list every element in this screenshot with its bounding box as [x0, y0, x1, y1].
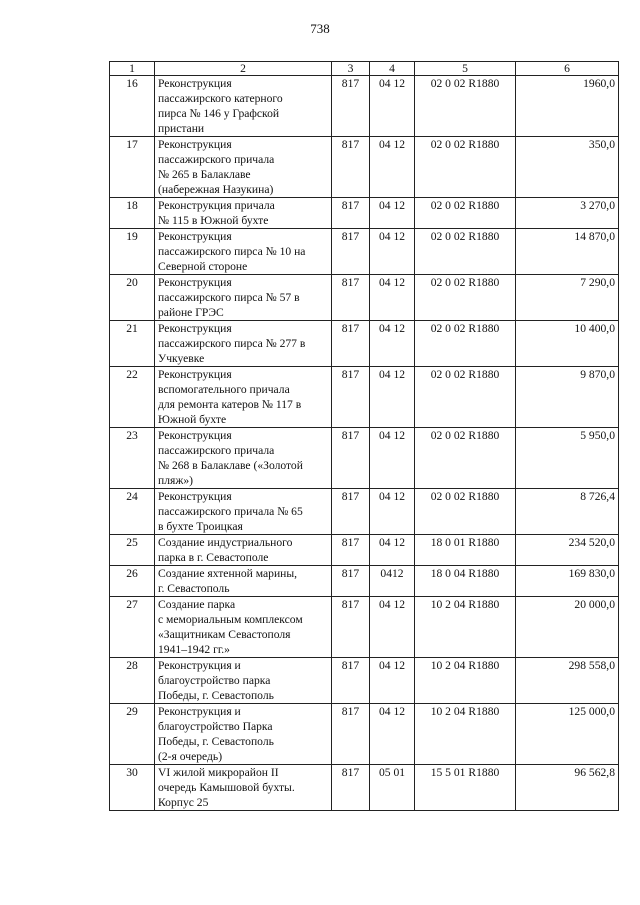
target-article-code: 10 2 04 R1880: [415, 658, 516, 704]
item-name-line: пирса № 146 у Графской: [158, 107, 280, 120]
item-name-line: Реконструкция: [158, 230, 232, 243]
amount: 14 870,0: [516, 229, 619, 275]
item-name-line: 1941–1942 гг.»: [158, 643, 230, 656]
target-article-code: 15 5 01 R1880: [415, 765, 516, 811]
grbs-code: 817: [332, 367, 370, 428]
target-article-code: 18 0 04 R1880: [415, 566, 516, 597]
section-code: 04 12: [370, 658, 415, 704]
item-name-line: г. Севастополь: [158, 582, 230, 595]
section-code: 04 12: [370, 275, 415, 321]
row-number: 24: [110, 489, 155, 535]
column-header: 1: [110, 62, 155, 76]
section-code: 05 01: [370, 765, 415, 811]
row-number: 23: [110, 428, 155, 489]
item-name-line: парка в г. Севастополе: [158, 551, 269, 564]
grbs-code: 817: [332, 198, 370, 229]
item-name-line: (набережная Назукина): [158, 183, 274, 196]
item-name: [155, 229, 332, 275]
amount: 298 558,0: [516, 658, 619, 704]
section-code: 04 12: [370, 76, 415, 137]
item-name-line: № 265 в Балаклаве: [158, 168, 251, 181]
target-article-code: 02 0 02 R1880: [415, 275, 516, 321]
amount: 169 830,0: [516, 566, 619, 597]
item-name: [155, 367, 332, 428]
section-code: 04 12: [370, 597, 415, 658]
target-article-code: 02 0 02 R1880: [415, 229, 516, 275]
grbs-code: 817: [332, 275, 370, 321]
row-number: 29: [110, 704, 155, 765]
row-number: 20: [110, 275, 155, 321]
table-body: [110, 76, 619, 811]
item-name-line: Создание яхтенной марины,: [158, 567, 298, 580]
table-row: [110, 229, 619, 275]
item-name: [155, 76, 332, 137]
item-name: [155, 597, 332, 658]
table-row: [110, 765, 619, 811]
section-code: 04 12: [370, 321, 415, 367]
amount: 10 400,0: [516, 321, 619, 367]
table-row: [110, 137, 619, 198]
item-name-line: Реконструкция: [158, 429, 232, 442]
item-name-line: пассажирского пирса № 57 в: [158, 291, 300, 304]
column-header: 4: [370, 62, 415, 76]
item-name-line: Реконструкция: [158, 77, 232, 90]
section-code: 04 12: [370, 367, 415, 428]
item-name-line: Реконструкция и: [158, 659, 241, 672]
grbs-code: 817: [332, 229, 370, 275]
table-row: [110, 658, 619, 704]
item-name-line: Реконструкция: [158, 490, 232, 503]
target-article-code: 10 2 04 R1880: [415, 704, 516, 765]
item-name: [155, 198, 332, 229]
item-name-line: пассажирского катерного: [158, 92, 283, 105]
item-name-line: Северной стороне: [158, 260, 248, 273]
item-name-line: Победы, г. Севастополь: [158, 689, 274, 702]
item-name-line: Победы, г. Севастополь: [158, 735, 274, 748]
table-row: [110, 428, 619, 489]
section-code: 04 12: [370, 229, 415, 275]
grbs-code: 817: [332, 597, 370, 658]
row-number: 21: [110, 321, 155, 367]
item-name-line: очередь Камышовой бухты.: [158, 781, 295, 794]
item-name: [155, 765, 332, 811]
item-name-line: № 115 в Южной бухте: [158, 214, 269, 227]
item-name-line: Реконструкция: [158, 276, 232, 289]
table-row: [110, 535, 619, 566]
item-name-line: пассажирского причала: [158, 153, 275, 166]
item-name: [155, 428, 332, 489]
item-name: [155, 137, 332, 198]
grbs-code: 817: [332, 704, 370, 765]
amount: 3 270,0: [516, 198, 619, 229]
row-number: 16: [110, 76, 155, 137]
row-number: 18: [110, 198, 155, 229]
table-row: [110, 704, 619, 765]
grbs-code: 817: [332, 535, 370, 566]
grbs-code: 817: [332, 489, 370, 535]
table-row: [110, 76, 619, 137]
target-article-code: 02 0 02 R1880: [415, 367, 516, 428]
row-number: 17: [110, 137, 155, 198]
target-article-code: 10 2 04 R1880: [415, 597, 516, 658]
section-code: 04 12: [370, 535, 415, 566]
grbs-code: 817: [332, 137, 370, 198]
amount: 234 520,0: [516, 535, 619, 566]
section-code: 04 12: [370, 489, 415, 535]
item-name: [155, 535, 332, 566]
section-code: 04 12: [370, 137, 415, 198]
target-article-code: 02 0 02 R1880: [415, 198, 516, 229]
item-name-line: Реконструкция: [158, 322, 232, 335]
item-name-line: благоустройство парка: [158, 674, 271, 687]
amount: 1960,0: [516, 76, 619, 137]
item-name-line: пассажирского причала: [158, 444, 275, 457]
table-row: [110, 275, 619, 321]
item-name-line: для ремонта катеров № 117 в: [158, 398, 302, 411]
amount: 125 000,0: [516, 704, 619, 765]
target-article-code: 02 0 02 R1880: [415, 428, 516, 489]
item-name-line: Учкуевке: [158, 352, 205, 365]
table-row: [110, 321, 619, 367]
section-code: 04 12: [370, 704, 415, 765]
item-name: [155, 658, 332, 704]
target-article-code: 02 0 02 R1880: [415, 76, 516, 137]
table-row: [110, 198, 619, 229]
item-name-line: Реконструкция и: [158, 705, 241, 718]
grbs-code: 817: [332, 566, 370, 597]
target-article-code: 02 0 02 R1880: [415, 137, 516, 198]
item-name-line: Реконструкция: [158, 368, 232, 381]
item-name: [155, 704, 332, 765]
table-row: [110, 489, 619, 535]
column-header: 2: [155, 62, 332, 76]
amount: 8 726,4: [516, 489, 619, 535]
item-name-line: «Защитникам Севастополя: [158, 628, 291, 641]
row-number: 25: [110, 535, 155, 566]
item-name-line: пассажирского пирса № 277 в: [158, 337, 306, 350]
item-name-line: пляж»): [158, 474, 193, 487]
section-code: 04 12: [370, 428, 415, 489]
budget-table: [109, 61, 619, 811]
item-name: [155, 566, 332, 597]
row-number: 28: [110, 658, 155, 704]
row-number: 19: [110, 229, 155, 275]
row-number: 27: [110, 597, 155, 658]
target-article-code: 02 0 02 R1880: [415, 321, 516, 367]
item-name-line: пассажирского причала № 65: [158, 505, 303, 518]
item-name-line: (2-я очередь): [158, 750, 223, 763]
column-number-row: [110, 62, 619, 76]
item-name-line: Создание парка: [158, 598, 236, 611]
item-name-line: в бухте Троицкая: [158, 520, 243, 533]
grbs-code: 817: [332, 765, 370, 811]
column-header: 5: [415, 62, 516, 76]
row-number: 30: [110, 765, 155, 811]
row-number: 26: [110, 566, 155, 597]
target-article-code: 18 0 01 R1880: [415, 535, 516, 566]
table-row: [110, 566, 619, 597]
item-name-line: пассажирского пирса № 10 на: [158, 245, 306, 258]
item-name-line: пристани: [158, 122, 205, 135]
item-name-line: районе ГРЭС: [158, 306, 224, 319]
column-header: 3: [332, 62, 370, 76]
amount: 7 290,0: [516, 275, 619, 321]
page-number: 738: [310, 21, 330, 36]
target-article-code: 02 0 02 R1880: [415, 489, 516, 535]
item-name-line: Создание индустриального: [158, 536, 293, 549]
item-name-line: VI жилой микрорайон II: [158, 766, 279, 779]
grbs-code: 817: [332, 321, 370, 367]
section-code: 04 12: [370, 198, 415, 229]
item-name: [155, 275, 332, 321]
table-row: [110, 597, 619, 658]
row-number: 22: [110, 367, 155, 428]
item-name-line: Корпус 25: [158, 796, 209, 809]
item-name-line: Реконструкция причала: [158, 199, 275, 212]
table-row: [110, 367, 619, 428]
grbs-code: 817: [332, 658, 370, 704]
amount: 20 000,0: [516, 597, 619, 658]
item-name-line: Реконструкция: [158, 138, 232, 151]
section-code: 0412: [370, 566, 415, 597]
item-name-line: Южной бухте: [158, 413, 227, 426]
amount: 350,0: [516, 137, 619, 198]
grbs-code: 817: [332, 428, 370, 489]
item-name-line: № 268 в Балаклаве («Золотой: [158, 459, 303, 472]
column-header: 6: [516, 62, 619, 76]
grbs-code: 817: [332, 76, 370, 137]
item-name-line: вспомогательного причала: [158, 383, 290, 396]
item-name: [155, 321, 332, 367]
item-name-line: благоустройство Парка: [158, 720, 273, 733]
item-name-line: с мемориальным комплексом: [158, 613, 303, 626]
amount: 9 870,0: [516, 367, 619, 428]
amount: 96 562,8: [516, 765, 619, 811]
item-name: [155, 489, 332, 535]
amount: 5 950,0: [516, 428, 619, 489]
